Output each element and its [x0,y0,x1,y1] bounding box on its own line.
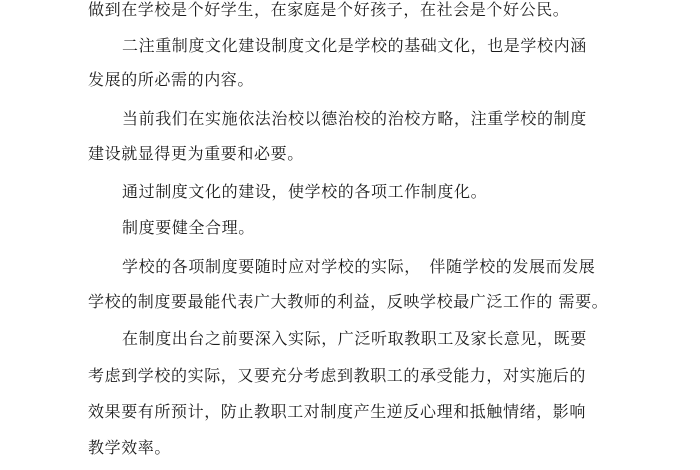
text-line: 教学效率。 [88,438,172,457]
text-line: 发展的所必需的内容。 [88,70,255,89]
text-line: 二注重制度文化建设制度文化是学校的基础文化，也是学校内涵 [122,36,587,55]
text-line: 学校的各项制度要随时应对学校的实际， 伴随学校的发展而发展 [122,257,596,276]
text-line: 学校的制度要最能代表广大教师的利益，反映学校最广泛工作的 需要。 [88,292,609,311]
text-line: 通过制度文化的建设，使学校的各项工作制度化。 [122,182,488,201]
text-line: 制度要健全合理。 [122,218,255,237]
text-line: 在制度出台之前要深入实际，广泛听取教职工及家长意见，既要 [122,329,587,348]
text-line: 当前我们在实施依法治校以德治校的治校方略，注重学校的制度 [122,109,587,128]
text-line: 做到在学校是个好学生，在家庭是个好孩子，在社会是个好公民。 [88,0,570,19]
text-line: 建设就显得更为重要和必要。 [88,144,304,163]
text-line: 考虑到学校的实际，又要充分考虑到教职工的承受能力，对实施后的 [88,366,587,385]
text-line: 效果要有所预计，防止教职工对制度产生逆反心理和抵触情绪，影响 [88,402,587,421]
